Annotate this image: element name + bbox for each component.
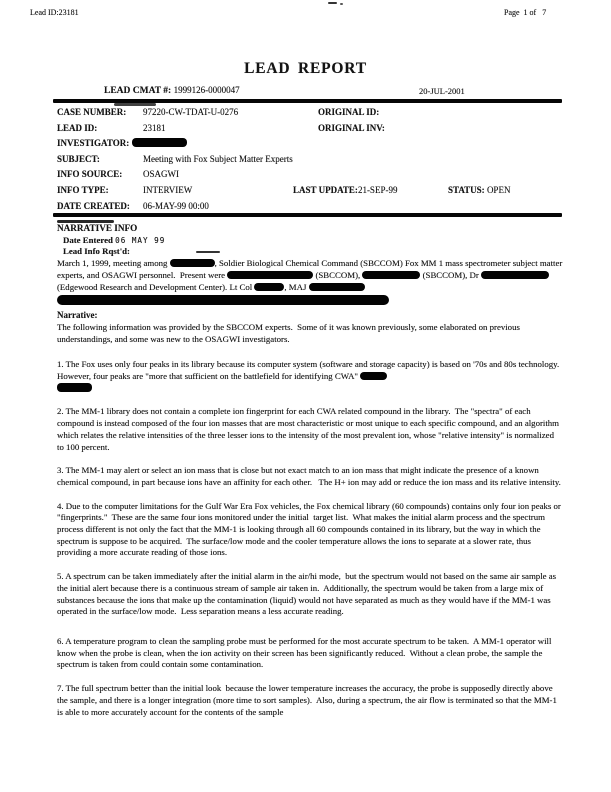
narrative-paragraph-7: 7. The full spectrum better than the initial look because the lower temperature increases the accuracy, the probe is supposedly directly above the sample, and there is a longer integration (more time to sort samples). Also, during a spectrum, the air flow is terminated so that the MM-1 is able to more accurately account for the contents of the sample: [57, 683, 560, 717]
narrative-section: [57, 218, 563, 718]
report-date: 20-JUL-2001: [419, 86, 465, 96]
horizontal-rule: [53, 213, 562, 217]
info-type-value: INTERVIEW: [143, 184, 193, 195]
paragraph-text: , MAJ: [284, 281, 309, 292]
narrative-label: Narrative:: [57, 310, 98, 321]
status-value: OPEN: [486, 184, 511, 195]
info-type-label: INFO TYPE:: [57, 184, 109, 195]
lead-info-paragraph: [57, 258, 563, 293]
horizontal-rule: [53, 99, 562, 103]
info-source-label: INFO SOURCE:: [57, 169, 123, 180]
original-inv-label: ORIGINAL INV:: [318, 122, 385, 133]
redaction-bar: [132, 138, 187, 147]
narrative-intro: The following information was provided by the SBCCOM experts. Some of it was known previously, some elaborated on previous understandings, and some was new to the OSAGWI investigators.: [57, 321, 523, 344]
field-row-case-number: [57, 107, 562, 123]
narrative-paragraph-3: 3. The MM-1 may alert or select an ion mass that is close but not exact match to an ion mass that might indicate the presence of a known chemical compound, in part because ions have an affinity for each other. The H+ ion may add or reduce the ion mass and its relative intensity.: [57, 465, 561, 487]
paragraph-text: March 1, 1999, meeting among: [57, 258, 170, 269]
investigator-label: INVESTIGATOR:: [57, 138, 130, 149]
narrative-paragraph-1: [57, 359, 563, 394]
redaction-bar: [481, 271, 549, 279]
last-update-field: [293, 185, 397, 195]
paragraph-text: (SBCCOM), Dr: [420, 269, 482, 280]
date-entered-value: 06 MAY 99: [115, 235, 166, 245]
original-id-label: ORIGINAL ID:: [318, 107, 380, 117]
date-entered-row: [63, 235, 563, 247]
paragraph-text: (Edgewood Research and Development Center). Lt Col: [57, 269, 552, 292]
field-row-lead-id: [57, 123, 562, 139]
lead-id-value: 23181: [143, 122, 166, 133]
subject-value: Meeting with Fox Subject Matter Experts: [143, 153, 293, 164]
field-row-info-type: [57, 185, 562, 201]
lead-id-header: Lead ID:23181: [30, 8, 79, 17]
case-number-value: 97220-CW-TDAT-U-0276: [143, 107, 239, 117]
case-number-label: CASE NUMBER:: [57, 107, 127, 117]
lead-info-rqstd-label: Lead Info Rqst'd:: [63, 246, 130, 257]
paragraph-text: 1. The Fox uses only four peaks in its library because its computer system (software and storage capacity) is based on '70s and 80s technology. However, four peaks are "more that sufficient on the battlefield for identifying CWA": [57, 359, 564, 382]
field-table: [57, 107, 562, 216]
lead-cmat-value: 1999126-0000047: [173, 85, 240, 95]
subject-label: SUBJECT:: [57, 153, 100, 164]
lead-id-label: LEAD ID:: [57, 122, 98, 133]
redaction-bar: [360, 372, 387, 380]
info-source-value: OSAGWI: [143, 169, 179, 180]
scan-artifact: [196, 251, 220, 253]
paragraph-text: , Soldier Biological Chemical Command (SBCCOM) Fox MM 1 mass spectrometer subject matter experts, and OSAGWI personnel. Present were: [57, 258, 565, 280]
redaction-bar: [57, 295, 389, 305]
status-field: [448, 185, 510, 195]
date-created-label: DATE CREATED:: [57, 200, 130, 211]
date-entered-label: Date Entered: [63, 234, 113, 245]
scan-artifact: [114, 103, 156, 106]
field-row-investigator: [57, 138, 562, 154]
lead-cmat-line: [104, 85, 240, 96]
status-label: STATUS:: [448, 184, 485, 195]
redaction-bar: [57, 383, 92, 392]
narrative-paragraph-2: 2. The MM-1 library does not contain a complete ion fingerprint for each CWA related compound in the library. The "spectra" of each compound is instead composed of the four ion masses that are most characteristic or most unique to each specific compound, and an algorithm which relates the relative intensities of the three lesser ions to the intensity of the most prevalent ion, whose "relative intensity" is normalized to 100 percent.: [57, 406, 562, 452]
last-update-label: LAST UPDATE:: [293, 184, 358, 195]
narrative-info-heading: NARRATIVE INFO: [57, 223, 138, 233]
field-row-info-source: [57, 169, 562, 185]
date-created-value: 06-MAY-99 00:00: [143, 200, 209, 211]
field-row-subject: [57, 154, 562, 170]
page-number: Page 1 of 7: [504, 8, 547, 17]
lead-cmat-label: LEAD CMAT #:: [104, 86, 172, 96]
scan-artifact: [340, 3, 343, 5]
narrative-paragraph-6: 6. A temperature program to clean the sampling probe must be performed for the most accurate spectrum to be taken. A MM-1 operator will know when the probe is clean, when the ion activity on their screen has been significantly reduced. Without a clean probe, the sample the spectrum is taken from could contain some contamination.: [57, 635, 554, 670]
narrative-paragraph-4: 4. Due to the computer limitations for the Gulf War Era Fox vehicles, the Fox chemical library (60 compounds) contains only four ion peaks or "fingerprints." These are the same four ions monitored under the initial target list. What makes the initial alarm process and the spectrum process different is not only the fact that the MM-1 is looking through all 60 compounds contained in its library, but the way in which the spectrum is suppose to be acquired. The surface/low mode and the cooler temperature allows the ions to separate at a slower rate, thus providing a more accurate reading of those ions.: [57, 500, 564, 558]
report-title: LEAD REPORT: [244, 60, 367, 77]
scan-artifact: [328, 2, 337, 4]
redaction-bar: [227, 271, 313, 279]
last-update-value: 21-SEP-99: [357, 184, 398, 195]
narrative-paragraph-5: 5. A spectrum can be taken immediately after the initial alarm in the air/hi mode, but the spectrum would not based on the same air sample as the initial alert because there is a continuous stream of sample air taken in. Additionally, the spectrum would be taken from a large mix of substances because the ions that make up the contamination (liquid) would not have separated as much as they would have if the MM-1 was operated in the surface/low mode. Less separation means a less accurate reading.: [57, 571, 559, 617]
redaction-bar: [254, 283, 284, 291]
redaction-bar: [170, 259, 215, 267]
paragraph-text: (SBCCOM),: [313, 269, 363, 280]
scan-artifact: [57, 220, 114, 223]
redaction-bar: [309, 283, 365, 291]
redaction-bar: [362, 271, 420, 279]
